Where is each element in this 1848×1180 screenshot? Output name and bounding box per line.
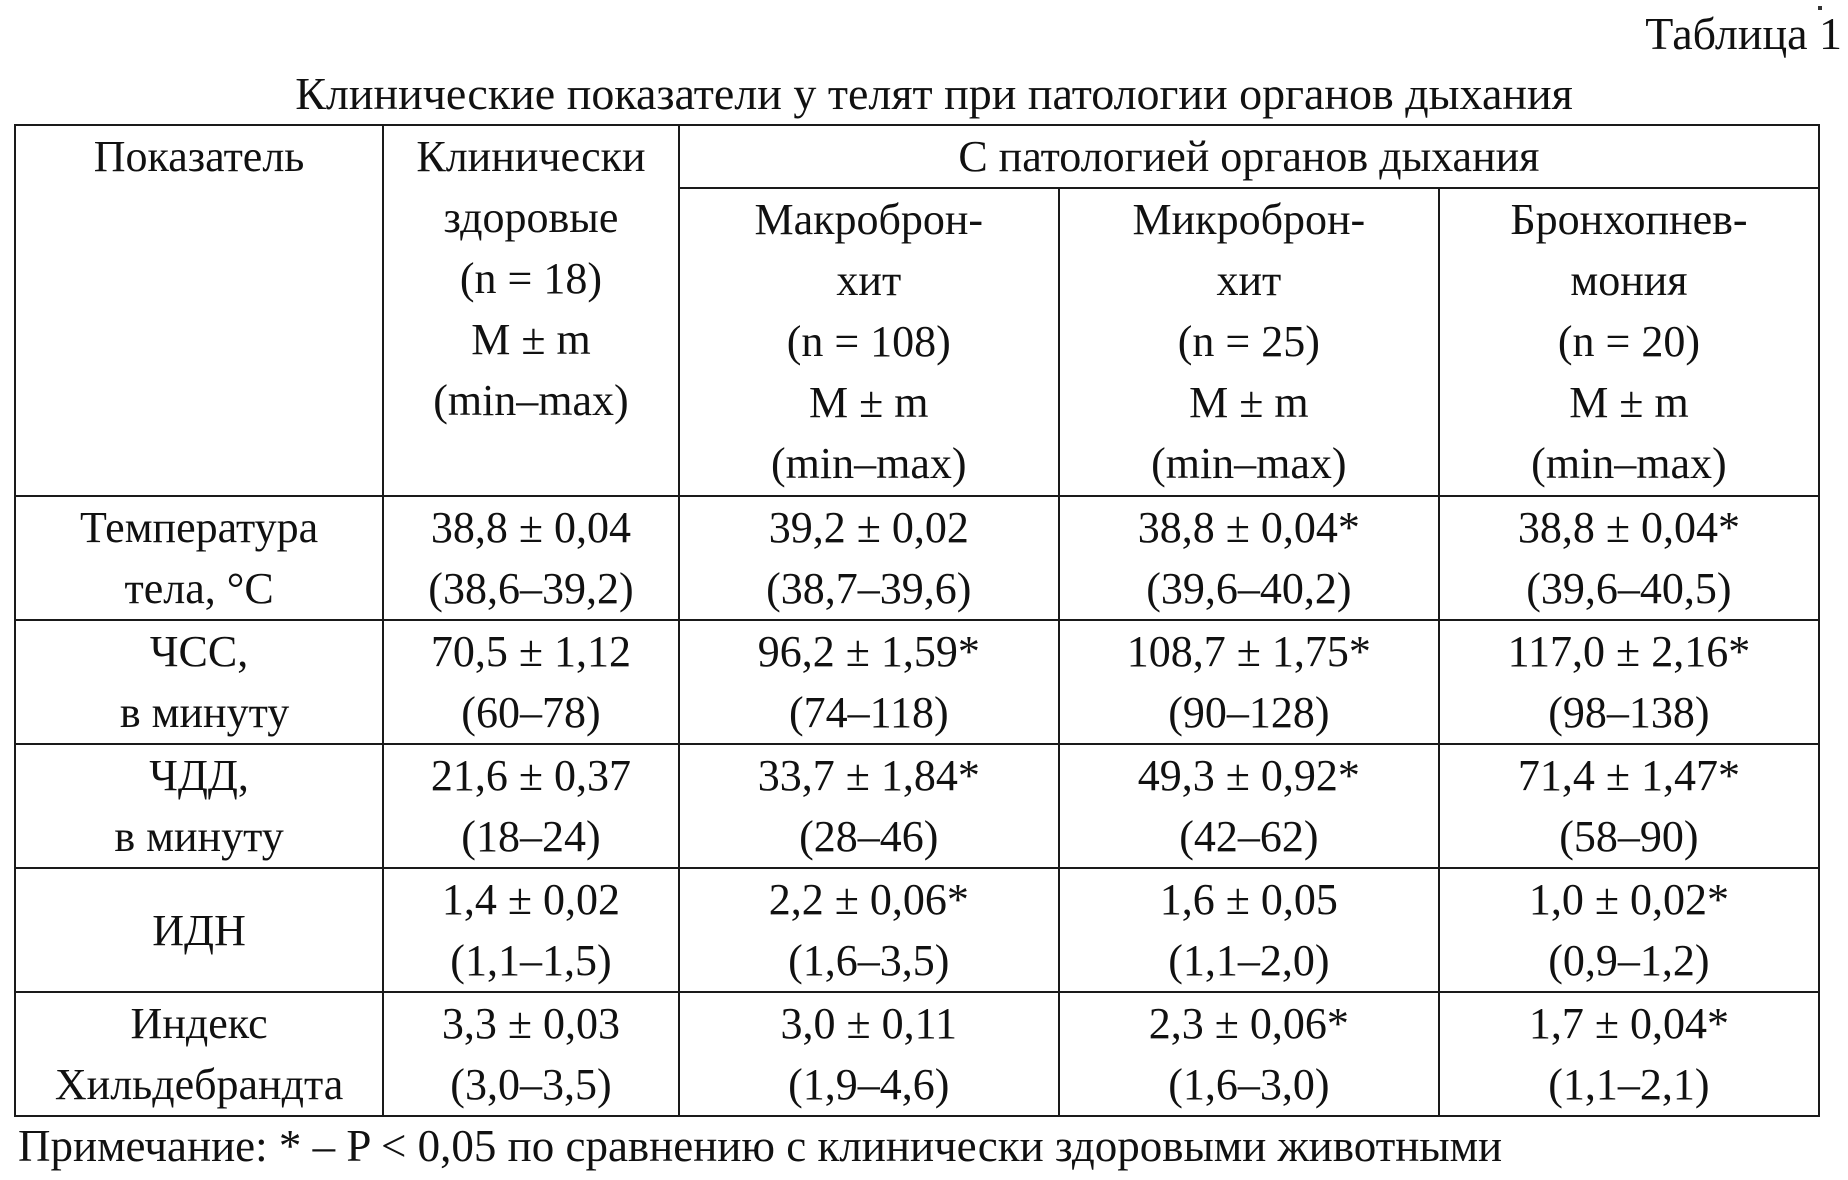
row-label: [15, 620, 383, 744]
cell-range: (74–118): [788, 688, 949, 737]
cell-range: (60–78): [461, 688, 601, 737]
row-label-line: Хильдебрандта: [54, 1060, 344, 1109]
table-number-label: Таблица 1: [1645, 8, 1842, 59]
cell-range: (58–90): [1559, 812, 1699, 861]
cell-microbronchitis: [1059, 744, 1439, 868]
cell-range: (39,6–40,5): [1526, 564, 1732, 613]
row-label-line: в минуту: [114, 812, 284, 861]
cell-mean: 38,8 ± 0,04*: [1517, 503, 1741, 552]
row-label-line: ИДН: [152, 905, 246, 955]
header-group-line: мония: [1570, 256, 1688, 305]
cell-mean: 33,7 ± 1,84*: [757, 751, 980, 800]
row-label: [15, 744, 383, 868]
cell-range: (0,9–1,2): [1548, 936, 1710, 985]
cell-mean: 2,3 ± 0,06*: [1148, 999, 1349, 1048]
cell-mean: 117,0 ± 2,16*: [1507, 627, 1751, 676]
header-healthy-line: (min–max): [433, 376, 629, 425]
header-bronchopneumonia: [1439, 188, 1819, 496]
cell-bronchopneumonia: [1439, 496, 1819, 620]
header-group-line: Макроброн-: [754, 195, 984, 244]
cell-mean: 108,7 ± 1,75*: [1126, 627, 1371, 676]
clinical-indicators-table: [14, 124, 1820, 1117]
cell-mean: 38,8 ± 0,04: [430, 503, 632, 552]
cell-healthy: [383, 992, 679, 1116]
cell-range: (1,1–1,5): [450, 936, 612, 985]
cell-range: (1,9–4,6): [788, 1060, 950, 1109]
header-healthy-line: здоровые: [443, 193, 619, 242]
row-label: [15, 992, 383, 1116]
header-healthy-line: (n = 18): [459, 254, 603, 303]
row-label-line: ЧДД,: [149, 751, 249, 800]
cell-bronchopneumonia: [1439, 744, 1819, 868]
cell-bronchopneumonia: [1439, 868, 1819, 992]
header-healthy-line: M ± m: [471, 315, 591, 364]
header-group-line: M ± m: [1569, 378, 1689, 427]
header-group-line: (min–max): [771, 439, 967, 488]
row-label: [15, 496, 383, 620]
cell-range: (28–46): [799, 812, 939, 861]
cell-microbronchitis: [1059, 496, 1439, 620]
header-group-line: (min–max): [1531, 439, 1727, 488]
cell-range: (90–128): [1168, 688, 1330, 737]
header-group-line: Бронхопнев-: [1510, 195, 1748, 244]
cell-range: (1,1–2,0): [1168, 936, 1330, 985]
header-pathology-group: [679, 125, 1819, 188]
cell-range: (1,6–3,0): [1168, 1060, 1330, 1109]
header-macrobronchitis: [679, 188, 1059, 496]
cell-macrobronchitis: [679, 744, 1059, 868]
cell-range: (3,0–3,5): [450, 1060, 612, 1109]
table-footnote: Примечание: * – P < 0,05 по сравнению с клинически здоровыми животными: [18, 1121, 1503, 1171]
cell-mean: 3,0 ± 0,11: [780, 999, 958, 1048]
cell-healthy: [383, 496, 679, 620]
cell-range: (98–138): [1548, 688, 1710, 737]
header-group-line: M ± m: [1189, 378, 1309, 427]
cell-mean: 1,6 ± 0,05: [1159, 875, 1338, 924]
cell-healthy: [383, 620, 679, 744]
cell-microbronchitis: [1059, 992, 1439, 1116]
cell-mean: 71,4 ± 1,47*: [1517, 751, 1741, 800]
cell-mean: 38,8 ± 0,04*: [1137, 503, 1360, 552]
cell-range: (18–24): [461, 812, 601, 861]
table-row-hildebrandt: [15, 992, 1819, 1116]
header-group-line: хит: [836, 256, 902, 305]
cell-mean: 1,7 ± 0,04*: [1528, 999, 1730, 1048]
row-label-line: Индекс: [130, 999, 268, 1048]
cell-mean: 2,2 ± 0,06*: [768, 875, 969, 924]
header-row-top: [15, 125, 1819, 188]
cell-mean: 1,4 ± 0,02: [441, 875, 621, 924]
cell-healthy: [383, 744, 679, 868]
cell-microbronchitis: [1059, 620, 1439, 744]
header-group-line: M ± m: [809, 378, 929, 427]
row-label: [15, 868, 383, 992]
cell-mean: 70,5 ± 1,12: [430, 627, 632, 676]
header-indicator-text: Показатель: [93, 132, 305, 181]
table-row-heart-rate: [15, 620, 1819, 744]
table-row-idn: [15, 868, 1819, 992]
header-healthy: [383, 125, 679, 496]
header-healthy-line: Клинически: [416, 132, 646, 181]
cell-mean: 96,2 ± 1,59*: [757, 627, 980, 676]
header-group-line: хит: [1216, 256, 1282, 305]
cell-bronchopneumonia: [1439, 992, 1819, 1116]
cell-range: (1,6–3,5): [788, 936, 950, 985]
cell-range: (38,6–39,2): [428, 564, 634, 613]
header-group-line: (n = 20): [1557, 317, 1700, 366]
cell-macrobronchitis: [679, 496, 1059, 620]
header-group-line: (min–max): [1151, 439, 1347, 488]
header-group-line: Микроброн-: [1132, 195, 1366, 244]
header-group-line: (n = 108): [786, 317, 951, 366]
cell-range: (42–62): [1179, 812, 1319, 861]
cell-healthy: [383, 868, 679, 992]
header-indicator: [15, 125, 383, 496]
cell-range: (1,1–2,1): [1548, 1060, 1710, 1109]
cell-mean: 3,3 ± 0,03: [441, 999, 621, 1048]
cell-range: (39,6–40,2): [1146, 564, 1352, 613]
cell-mean: 39,2 ± 0,02: [768, 503, 969, 552]
cell-range: (38,7–39,6): [766, 564, 972, 613]
row-label-line: Температура: [79, 503, 319, 552]
cell-mean: 21,6 ± 0,37: [430, 751, 632, 800]
table-row-respiratory-rate: [15, 744, 1819, 868]
cell-macrobronchitis: [679, 868, 1059, 992]
cell-microbronchitis: [1059, 868, 1439, 992]
cell-mean: 1,0 ± 0,02*: [1528, 875, 1730, 924]
cell-macrobronchitis: [679, 992, 1059, 1116]
table-title: Клинические показатели у телят при патологии органов дыхания: [295, 68, 1573, 119]
cell-mean: 49,3 ± 0,92*: [1137, 751, 1360, 800]
table-row-temperature: [15, 496, 1819, 620]
header-microbronchitis: [1059, 188, 1439, 496]
row-label-line: тела, °С: [124, 564, 274, 613]
cell-macrobronchitis: [679, 620, 1059, 744]
row-label-line: ЧСС,: [149, 627, 249, 676]
header-group-line: (n = 25): [1177, 317, 1320, 366]
cell-bronchopneumonia: [1439, 620, 1819, 744]
header-pathology-text: С патологией органов дыхания: [958, 132, 1540, 181]
row-label-line: в минуту: [108, 688, 290, 737]
